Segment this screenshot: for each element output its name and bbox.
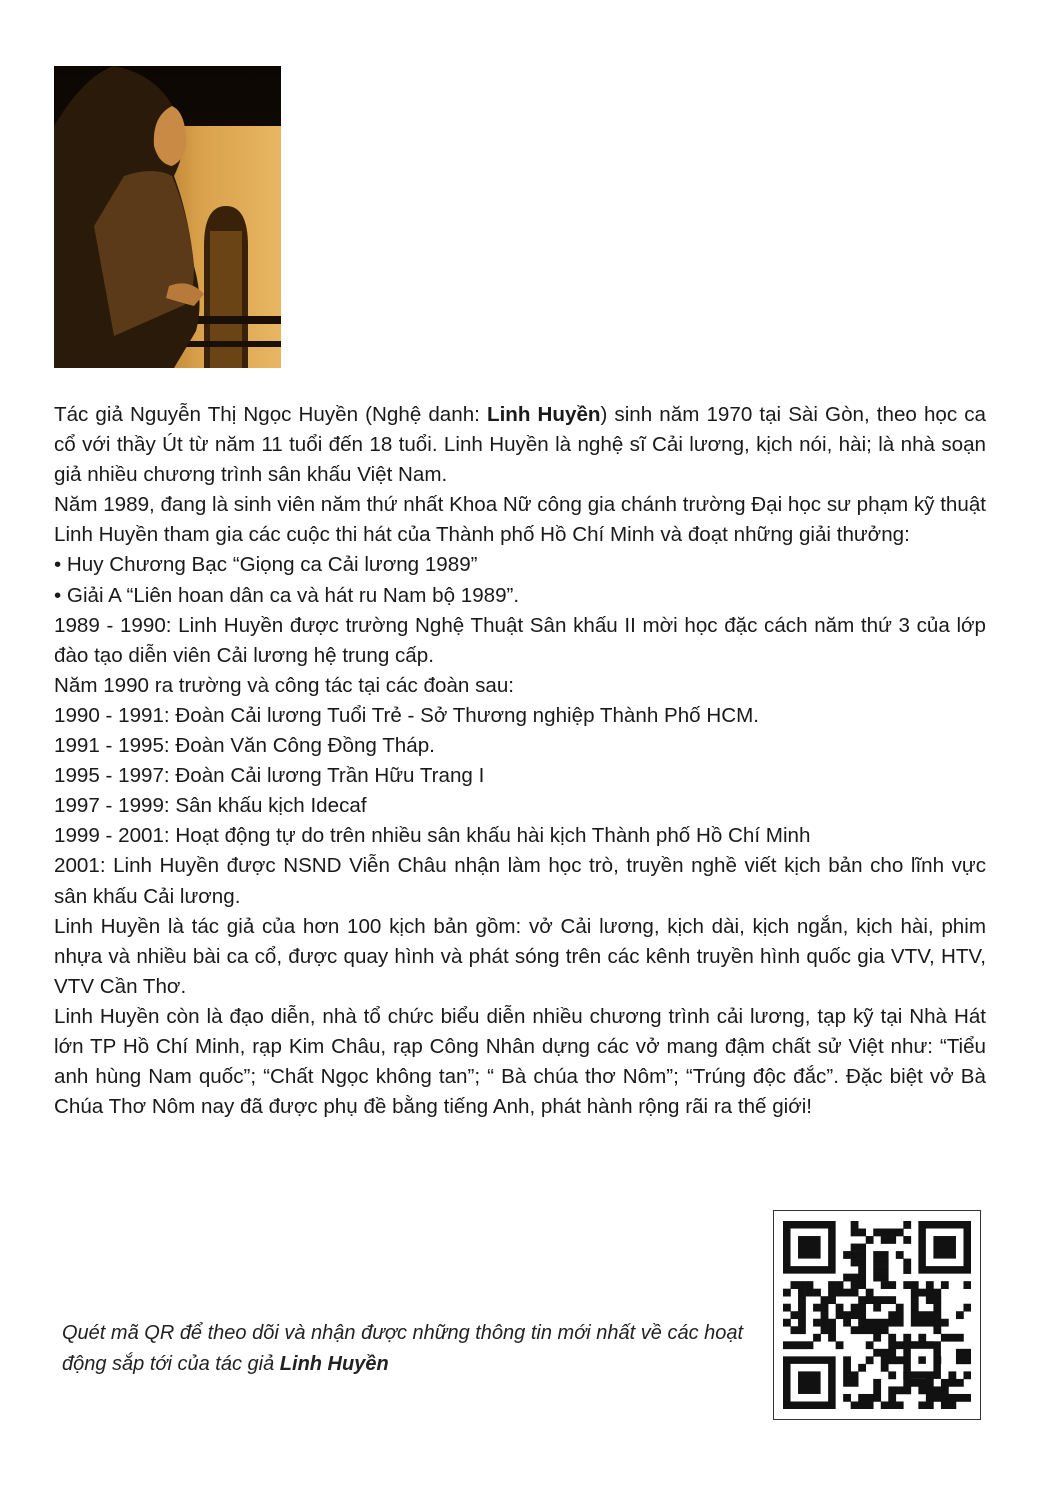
award-item: • Huy Chương Bạc “Giọng ca Cải lương 1989”	[54, 553, 478, 577]
qr-caption-name: Linh Huyền	[279, 1353, 389, 1375]
qr-caption	[62, 1318, 762, 1380]
author-photo	[54, 66, 281, 368]
bio-school: 1989 - 1990: Linh Huyền được trường Nghệ Thuật Sân khấu II mời học đặc cách năm thứ 3 của lớp đào tạo diễn viên Cải lương hệ trung cấp.	[54, 613, 986, 667]
bio-directing: Linh Huyền còn là đạo diễn, nhà tổ chức biểu diễn nhiều chương trình cải lương, tạp kỹ tại Nhà Hát lớn TP Hồ Chí Minh, rạp Kim Châu, rạp Công Nhân dựng các vở mang đậm chất sử Việt như: “Tiểu anh hùng Nam quốc”; “Chất Ngọc không tan”; “ Bà chúa thơ Nôm”; “Trúng độc đắc”. Đặc biệt vở Bà Chúa Thơ Nôm nay đã được phụ đề bằng tiếng Anh, phát hành rộng rãi ra thế giới!	[54, 1004, 986, 1119]
career-item: 1995 - 1997: Đoàn Cải lương Trần Hữu Trang I	[54, 764, 485, 788]
bio-works: Linh Huyền là tác giả của hơn 100 kịch bản gồm: vở Cải lương, kịch dài, kịch ngắn, kịch hài, phim nhựa và nhiều bài ca cổ, được quay hình và phát sóng trên các kênh truyền hình quốc gia VTV, HTV, VTV Cần Thơ.	[54, 914, 986, 998]
bio-graduation: Năm 1990 ra trường và công tác tại các đoàn sau:	[54, 673, 515, 697]
bio-1989: Năm 1989, đang là sinh viên năm thứ nhất Khoa Nữ công gia chánh trường Đại học sư phạm kỹ thuật Linh Huyền tham gia các cuộc thi hát của Thành phố Hồ Chí Minh và đoạt những giải thưởng:	[54, 493, 986, 547]
career-item: 1990 - 1991: Đoàn Cải lương Tuổi Trẻ - Sở Thương nghiệp Thành Phố HCM.	[54, 703, 759, 727]
bio-2001: 2001: Linh Huyền được NSND Viễn Châu nhận làm học trò, truyền nghề viết kịch bản cho lĩnh vực sân khấu Cải lương.	[54, 854, 986, 908]
career-item: 1999 - 2001: Hoạt động tự do trên nhiều sân khấu hài kịch Thành phố Hồ Chí Minh	[54, 824, 811, 848]
author-photo-image	[54, 66, 281, 368]
bio-intro-end: ) sinh năm 1970 tại Sài Gòn, theo học ca cổ với thầy Út từ năm 11 tuổi đến 18 tuổi. Linh Huyền là nghệ sĩ Cải lương, kịch nói, hài; là nhà soạn giả nhiều chương trình sân khấu Việt Nam.	[54, 403, 987, 487]
award-item: • Giải A “Liên hoan dân ca và hát ru Nam bộ 1989”.	[54, 583, 520, 607]
career-item: 1997 - 1999: Sân khấu kịch Idecaf	[54, 794, 367, 818]
bio-intro	[54, 400, 986, 490]
bio-intro-start: Tác giả Nguyễn Thị Ngọc Huyền (Nghệ danh:	[54, 403, 487, 426]
career-item: 1991 - 1995: Đoàn Văn Công Đồng Tháp.	[54, 734, 435, 758]
qr-code[interactable]	[773, 1210, 981, 1420]
artist-name: Linh Huyền	[486, 403, 601, 426]
biography	[54, 400, 986, 1122]
qr-caption-text: Quét mã QR để theo dõi và nhận được những thông tin mới nhất về các hoạt động sắp tới của tác giả	[62, 1322, 744, 1375]
qr-code-icon	[783, 1221, 971, 1409]
